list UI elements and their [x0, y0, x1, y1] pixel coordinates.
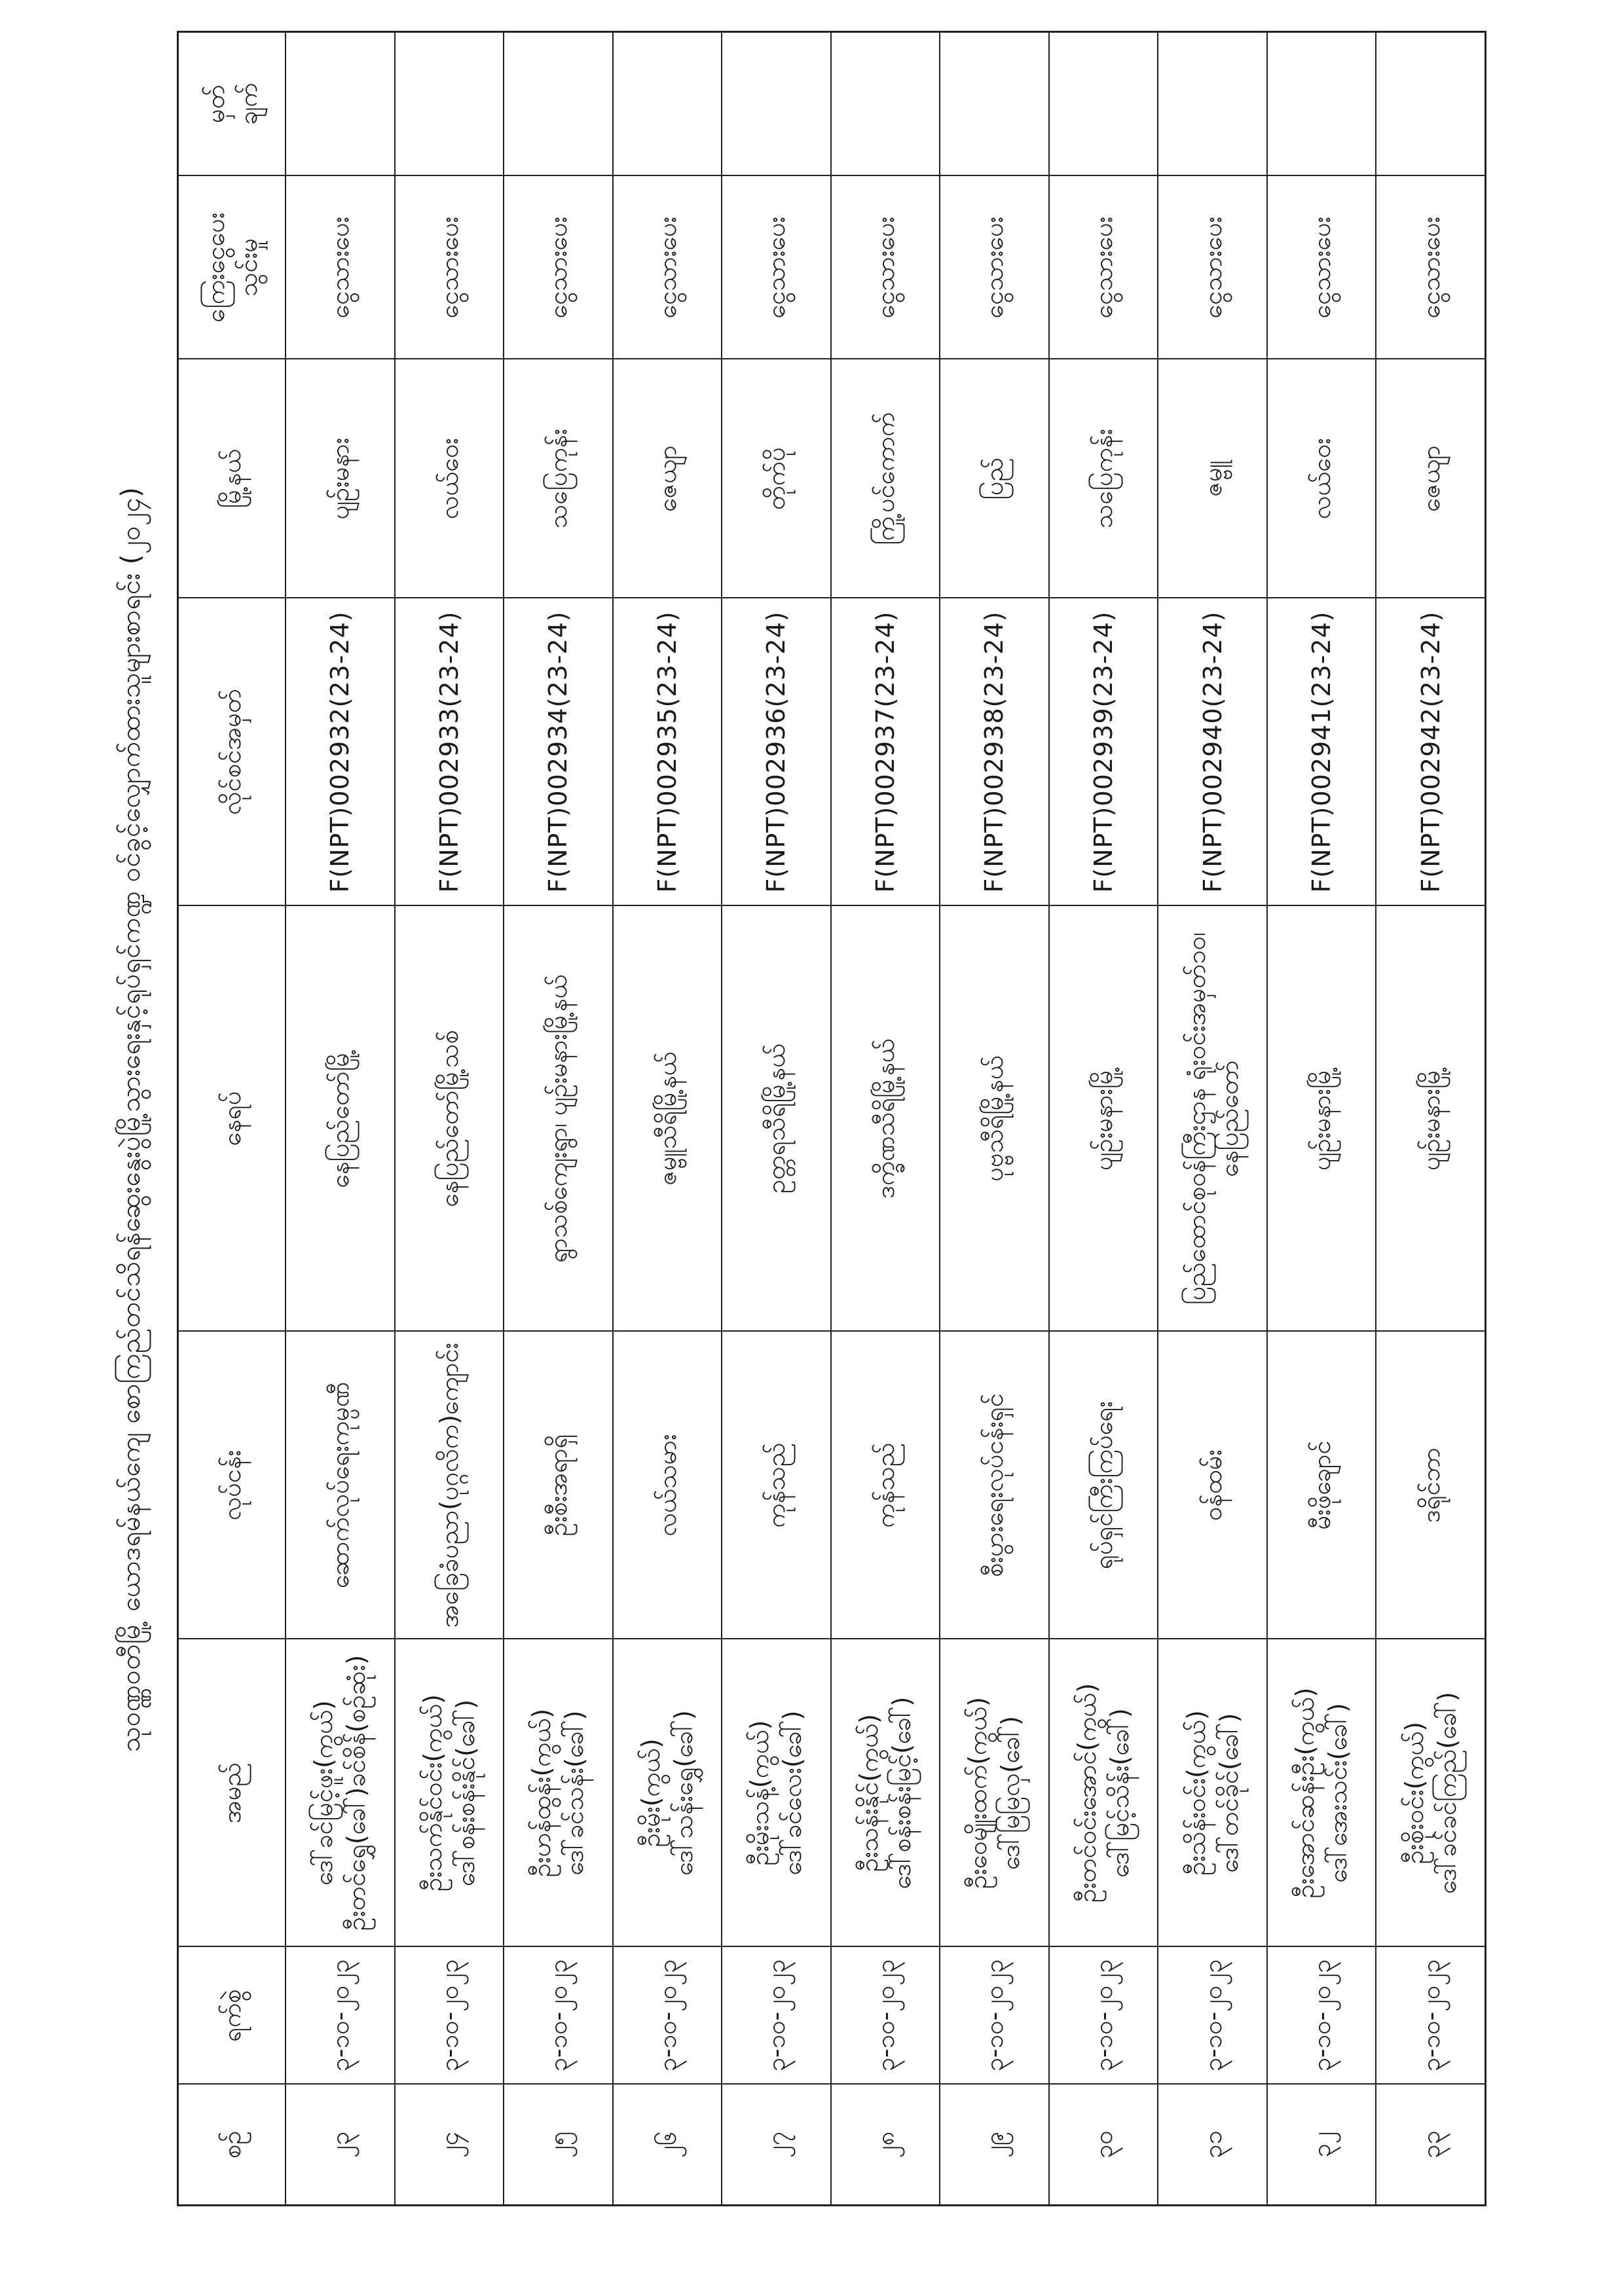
cell-business: ကုန်သည်: [722, 1332, 831, 1639]
cell-no: ၂၉: [940, 2085, 1049, 2206]
cell-fee: ငွေသားပေး: [831, 176, 940, 359]
rotated-register: [111, 33, 1486, 2206]
cell-date: ၃-၁၀-၂၀၂၃: [504, 1947, 613, 2085]
cell-township: ပျဉ်းမနား: [286, 359, 395, 598]
cell-address: ဇမ္ဗူသီရိမြို့နယ်: [613, 906, 722, 1332]
cell-remark: [504, 32, 613, 176]
cell-no: ၂၄: [395, 2085, 504, 2206]
name-line2: ဒေါ်စန်းစန်းနိုင်(ခေါ်): [451, 1699, 480, 1887]
table-row: [831, 32, 940, 2206]
cell-no: ၂၃: [286, 2085, 395, 2206]
name-line2: ဒေါ်ခင်သန်း(ခေါ်): [560, 1710, 589, 1876]
cell-address: ဒက္ခိဏသီရိမြို့နယ်: [831, 906, 940, 1332]
cell-business: မီးဖိုချောင်: [1267, 1332, 1376, 1639]
cell-license: F(NPT)002938(23-24): [940, 598, 1049, 906]
cell-fee: ငွေသားပေး: [722, 176, 831, 359]
cell-business: ကုန်သည်: [831, 1332, 940, 1639]
cell-remark: [613, 32, 722, 176]
cell-business: ဦးစီးအရာရှိ: [504, 1332, 613, 1639]
cell-date: ၃-၁၀-၂၀၂၃: [613, 1947, 722, 2085]
name-line2: ဒေါ်ခင်လေး(ခေါ်): [778, 1710, 807, 1876]
cell-fee: ငွေသားပေး: [613, 176, 722, 359]
cell-license: F(NPT)002933(23-24): [395, 598, 504, 906]
cell-no: ၃၁: [1158, 2085, 1267, 2206]
cell-township: သပြေကုန်း: [1049, 359, 1158, 598]
cell-township: ကြို့ပင်ကောက်: [831, 359, 940, 598]
cell-business: ဆောက်လုပ်ရေးကုမ္ပဏီ: [286, 1332, 395, 1639]
name-line2: ဒေါ်မြမြလှ(ခေါ်): [996, 1715, 1025, 1870]
cell-business: အခြေခံပညာ(ပုဂ္ဂလိက)ကျောင်း: [395, 1332, 504, 1639]
table-row: [722, 32, 831, 2206]
table-row: [1376, 32, 1485, 2206]
cell-date: ၃-၁၀-၂၀၂၃: [1158, 1947, 1267, 2085]
name-line1: ဦးဟန်ထွန်း(ကွယ်): [527, 1708, 557, 1878]
name-line2: ဒေါ်မြင့်သိန်း(ခေါ်): [1105, 1708, 1134, 1878]
header-address: နေရပ်: [178, 906, 286, 1332]
name-line1: ဦးအောင်ဆန်းဦး(ကွယ်): [1291, 1687, 1320, 1899]
cell-license: F(NPT)002941(23-24): [1267, 598, 1376, 906]
cell-address: နေပြည်တော်မြို့သစ်: [395, 906, 504, 1332]
name-line1: ဒေါ်ခင်မြင့်ဖူး(ကွယ်): [309, 1700, 339, 1886]
name-line1: ဦးဝေမျိုးထက်(ကွယ်): [963, 1696, 993, 1889]
cell-name: [722, 1639, 831, 1947]
cell-address: ပြည်ထောင်စုဝန်ကြီးဌာန ရုံးဝင်းအမှတ်၁၀၊ နေပြည်တော်: [1158, 906, 1267, 1332]
cell-license: F(NPT)002936(23-24): [722, 598, 831, 906]
cell-fee: ငွေသားပေး: [1267, 176, 1376, 359]
document-title: သုဝဏ္ဏ၀တီမြို့ ယောဒရမ်နယ်ကျေ စောကြည်တင်သိရန်ဆွေးနွေးပွဲမြို့သွားရေးနှင့်ရုပ်ရှင်ကဏ္ဍ ဝင်ခွင့်လျှောက်ထားသူများစာရင်း (၂၀၂၄): [116, 486, 146, 1753]
cell-remark: [940, 32, 1049, 176]
cell-date: ၃-၁၀-၂၀၂၃: [395, 1947, 504, 2085]
cell-license: F(NPT)002934(23-24): [504, 598, 613, 906]
cell-name: [286, 1639, 395, 1947]
cell-no: ၃၀: [1049, 2085, 1158, 2206]
table-row: [1049, 32, 1158, 2206]
header-date: ရက်စွဲ: [178, 1947, 286, 2085]
header-license: လိုင်စင်အမှတ်: [178, 598, 286, 906]
name-line1: ဦးသန်းနိုင်(ကွယ်): [854, 1713, 883, 1872]
cell-no: ၂၅: [504, 2085, 613, 2206]
cell-date: ၃-၁၀-၂၀၂၃: [722, 1947, 831, 2085]
cell-business: လယ်သမား: [613, 1332, 722, 1639]
cell-no: ၃၂: [1267, 2085, 1376, 2206]
cell-fee: ငွေသားပေး: [1158, 176, 1267, 359]
cell-fee: ငွေသားပေး: [395, 176, 504, 359]
cell-remark: [1158, 32, 1267, 176]
cell-township: သပြေကုန်း: [504, 359, 613, 598]
cell-address: ပုဗ္ဗသီရိမြို့နယ်: [940, 906, 1049, 1332]
header-name: အမည်: [178, 1639, 286, 1947]
name-line1: ဦးမိုးသန့်(ကွယ်): [745, 1720, 775, 1866]
table-row: [286, 32, 395, 2206]
cell-fee: ငွေသားပေး: [1049, 176, 1158, 359]
cell-name: [1267, 1639, 1376, 1947]
cell-name: [1049, 1639, 1158, 1947]
cell-township: ဇေယျာ: [613, 359, 722, 598]
name-line2: ဒေါ်တင်ခိုင်(ခေါ်): [1214, 1713, 1244, 1873]
cell-license: F(NPT)002939(23-24): [1049, 598, 1158, 906]
cell-address: နေပြည်တော်မြို့: [286, 906, 395, 1332]
cell-address: ဥတ္တရသီရိမြို့နယ်: [722, 906, 831, 1332]
cell-fee: ငွေသားပေး: [940, 176, 1049, 359]
cell-name: [504, 1639, 613, 1947]
cell-address: ရွာသစ်ကျေးရွာ၊ ပျဉ်းမနားမြို့နယ်: [504, 906, 613, 1332]
cell-date: ၃-၁၀-၂၀၂၃: [1267, 1947, 1376, 2085]
register-table: [177, 31, 1486, 2206]
name-line1: ဦးစိုးဝင်း(ကွယ်): [1399, 1721, 1429, 1865]
cell-name: [1376, 1639, 1485, 1947]
name-line1: ဦးသက်နိုင်ဝင်း(ကွယ်): [418, 1694, 447, 1892]
cell-no: ၂၇: [722, 2085, 831, 2206]
header-remark: [178, 32, 286, 176]
name-line1: ဦးမိုး(ကွယ်): [636, 1738, 665, 1848]
cell-fee: ငွေသားပေး: [504, 176, 613, 359]
cell-no: ၂၈: [831, 2085, 940, 2206]
cell-no: ၂၆: [613, 2085, 722, 2206]
cell-name: [1158, 1639, 1267, 1947]
cell-township: ဇမ္ဗူ: [1158, 359, 1267, 598]
cell-township: ဇေယျာ: [1376, 359, 1485, 598]
cell-township: တိုက်ပို: [722, 359, 831, 598]
name-line2: ဒေါ်အေးသင်း(ခေါ်): [1323, 1703, 1353, 1883]
header-fee-line1: ကြေးငွေပေး: [201, 212, 230, 323]
cell-name: [831, 1639, 940, 1947]
table-row: [1158, 32, 1267, 2206]
cell-name: [395, 1639, 504, 1947]
header-no: စဉ်: [178, 2085, 286, 2206]
name-line2: ဒေါ်စန်းစန်းမြင့်(ခေါ်): [887, 1696, 916, 1889]
header-remark-line1: မှတ်: [201, 84, 230, 124]
cell-date: ၃-၁၀-၂၀၂၃: [940, 1947, 1049, 2085]
name-line1: ဦးသိန်းဝင်း(ကွယ်): [1181, 1710, 1211, 1876]
table-row: [613, 32, 722, 2206]
cell-township: လယ်ဝေး: [395, 359, 504, 598]
cell-name: [613, 1639, 722, 1947]
header-fee-line2: သွင်းမှု: [234, 238, 263, 297]
cell-remark: [1049, 32, 1158, 176]
cell-address: ပျဉ်းမနားမြို့: [1376, 906, 1485, 1332]
cell-remark: [395, 32, 504, 176]
cell-license: F(NPT)002940(23-24): [1158, 598, 1267, 906]
cell-address: ပျဉ်းမနားမြို့: [1267, 906, 1376, 1332]
table-row: [1267, 32, 1376, 2206]
table-row: [940, 32, 1049, 2206]
cell-business: ရုပ်ရှင်ကြီးကြပ်ရေး: [1049, 1332, 1158, 1639]
header-row: [178, 32, 286, 2206]
cell-address: ပျဉ်းမနားမြို့: [1049, 906, 1158, 1332]
header-business: လုပ်ငန်း: [178, 1332, 286, 1639]
cell-license: F(NPT)002937(23-24): [831, 598, 940, 906]
cell-date: ၃-၁၀-၂၀၂၃: [286, 1947, 395, 2085]
cell-license: F(NPT)002935(23-24): [613, 598, 722, 906]
cell-license: F(NPT)002942(23-24): [1376, 598, 1485, 906]
name-line2: ဒေါ်သန်းရွှေ(ခေါ်): [669, 1710, 698, 1876]
cell-date: ၃-၁၀-၂၀၂၃: [1376, 1947, 1485, 2085]
table-row: [395, 32, 504, 2206]
cell-date: ၃-၁၀-၂၀၂၃: [831, 1947, 940, 2085]
cell-remark: [831, 32, 940, 176]
table-row: [504, 32, 613, 2206]
cell-township: ပြည်: [940, 359, 1049, 598]
cell-remark: [286, 32, 395, 176]
cell-date: ၃-၁၀-၂၀၂၃: [1049, 1947, 1158, 2085]
name-line2: ဦးတင်ရွှေ(ခေါ်)ခင်စိန်(စဉ်ဆုံး): [342, 1654, 371, 1931]
cell-fee: ငွေသားပေး: [286, 176, 395, 359]
name-line1: ဦးတင်ဝင်းအောင်(ကွယ်): [1072, 1683, 1101, 1903]
cell-license: F(NPT)002932(23-24): [286, 598, 395, 906]
cell-remark: [722, 32, 831, 176]
cell-business: ဝန်ထမ်း: [1158, 1332, 1267, 1639]
header-township: မြို့နယ်: [178, 359, 286, 598]
header-fee: [178, 176, 286, 359]
cell-business: စီးပွားရေးလုပ်ငန်းရှင်: [940, 1332, 1049, 1639]
name-line2: ဒေါ်ခင်ခင်ကြည်(ခေါ်): [1432, 1692, 1462, 1894]
cell-remark: [1376, 32, 1485, 176]
cell-name: [940, 1639, 1049, 1947]
cell-fee: ငွေသားပေး: [1376, 176, 1485, 359]
cell-township: လယ်ဝေး: [1267, 359, 1376, 598]
cell-business: ဒရိုင်ဘာ: [1376, 1332, 1485, 1639]
cell-no: ၃၃: [1376, 2085, 1485, 2206]
header-remark-line2: ချက်: [234, 82, 263, 126]
cell-remark: [1267, 32, 1376, 176]
